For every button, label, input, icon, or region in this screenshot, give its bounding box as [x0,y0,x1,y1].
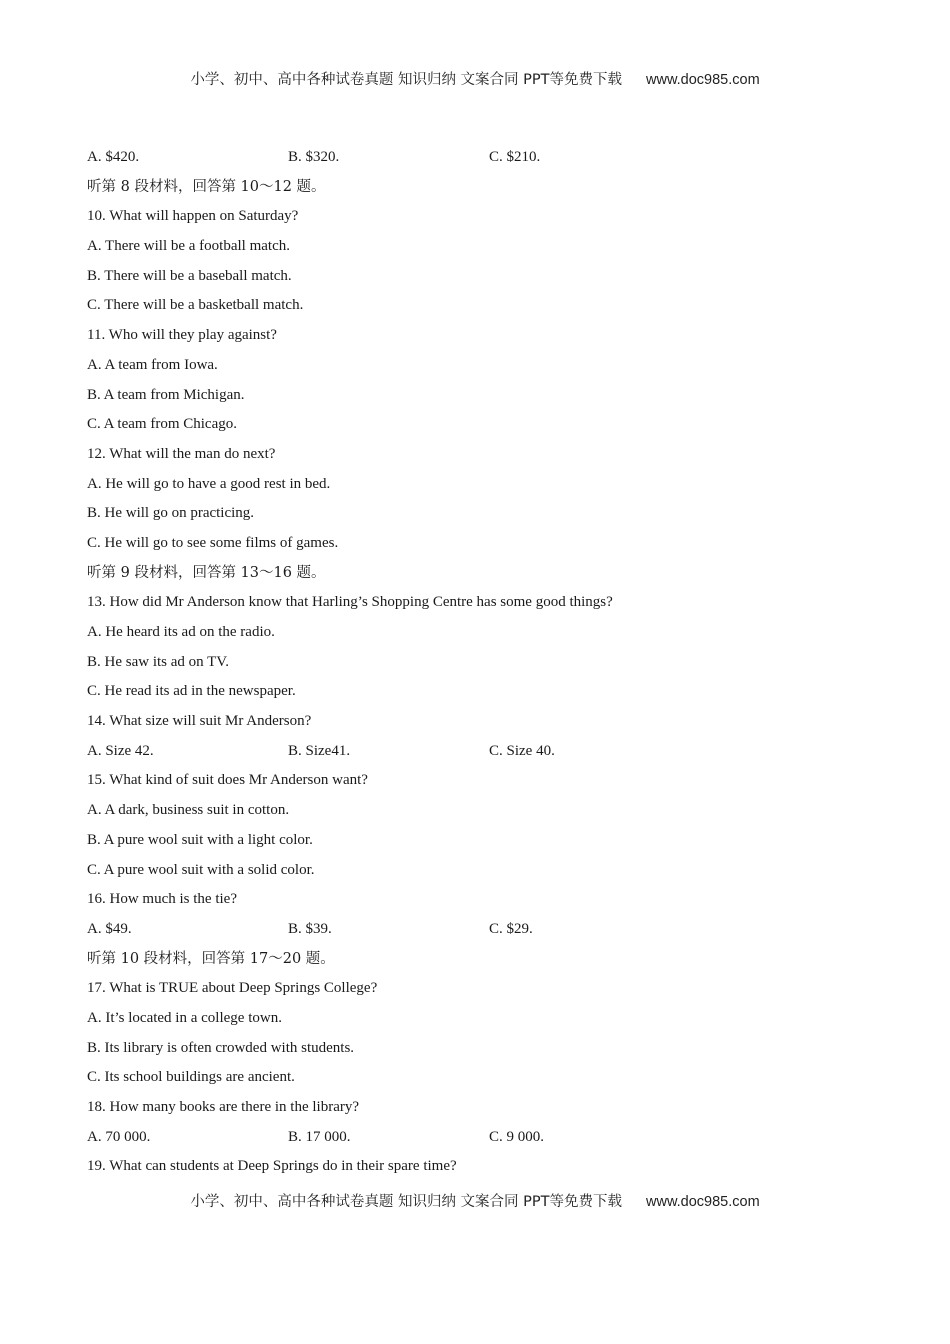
option-10-a: A. There will be a football match. [87,238,290,255]
option-16-a: A. $49. [87,920,132,937]
footer-site-link[interactable]: www.doc985.com [646,1194,760,1210]
question-12: 12. What will the man do next? [87,445,276,462]
option-11-b: B. A team from Michigan. [87,386,245,403]
question-10: 10. What will happen on Saturday? [87,208,299,225]
option-11-c: C. A team from Chicago. [87,416,237,433]
section-instruction: 听第 8 段材料，回答第 10～12 题。 [87,178,326,195]
option-14-b: B. Size41. [288,742,351,759]
option-18-c: C. 9 000. [489,1128,545,1145]
header-banner-text: 小学、初中、高中各种试卷真题 知识归纳 文案合同 PPT等免费下载 [190,72,623,88]
option-b: B. $320. [288,149,340,165]
section-instruction: 听第 10 段材料，回答第 17～20 题。 [87,950,335,967]
option-10-c: C. There will be a basketball match. [87,297,304,314]
option-18-b: B. 17 000. [288,1128,351,1145]
option-15-c: C. A pure wool suit with a solid color. [87,861,315,878]
option-14-c: C. Size 40. [489,742,555,759]
option-12-a: A. He will go to have a good rest in bed. [87,475,331,492]
footer-banner [0,1190,950,1211]
option-17-c: C. Its school buildings are ancient. [87,1069,295,1086]
question-content [87,143,887,1182]
option-a: A. $420. [87,149,140,165]
option-13-a: A. He heard its ad on the radio. [87,624,275,640]
option-15-a: A. A dark, business suit in cotton. [87,802,290,819]
option-13-c: C. He read its ad in the newspaper. [87,683,296,700]
header-site-link[interactable]: www.doc985.com [646,72,760,88]
option-16-b: B. $39. [288,920,332,937]
question-17: 17. What is TRUE about Deep Springs College? [87,980,378,997]
question-19: 19. What can students at Deep Springs do in their spare time? [87,1158,457,1175]
option-12-c: C. He will go to see some films of games. [87,534,339,551]
option-17-a: A. It’s located in a college town. [87,1009,282,1026]
option-17-b: B. Its library is often crowded with students. [87,1039,355,1056]
option-16-c: C. $29. [489,920,533,937]
option-15-b: B. A pure wool suit with a light color. [87,831,313,848]
option-10-b: B. There will be a baseball match. [87,267,292,284]
option-11-a: A. A team from Iowa. [87,356,218,373]
question-16: 16. How much is the tie? [87,891,237,908]
option-13-b: B. He saw its ad on TV. [87,653,229,670]
question-13: 13. How did Mr Anderson know that Harling’s Shopping Centre has some good things? [87,594,613,611]
option-14-a: A. Size 42. [87,742,154,759]
answer-options-row [87,915,887,945]
footer-banner-text: 小学、初中、高中各种试卷真题 知识归纳 文案合同 PPT等免费下载 [190,1194,623,1210]
question-11: 11. Who will they play against? [87,327,277,344]
section-instruction: 听第 9 段材料，回答第 13～16 题。 [87,564,326,581]
answer-options-row [87,143,887,173]
option-18-a: A. 70 000. [87,1128,151,1145]
question-15: 15. What kind of suit does Mr Anderson want? [87,772,368,789]
option-c: C. $210. [489,149,541,165]
header-banner [0,68,950,89]
question-14: 14. What size will suit Mr Anderson? [87,713,312,730]
option-12-b: B. He will go on practicing. [87,505,255,522]
question-18: 18. How many books are there in the library? [87,1099,359,1115]
answer-options-row [87,1123,887,1153]
answer-options-row [87,737,887,767]
